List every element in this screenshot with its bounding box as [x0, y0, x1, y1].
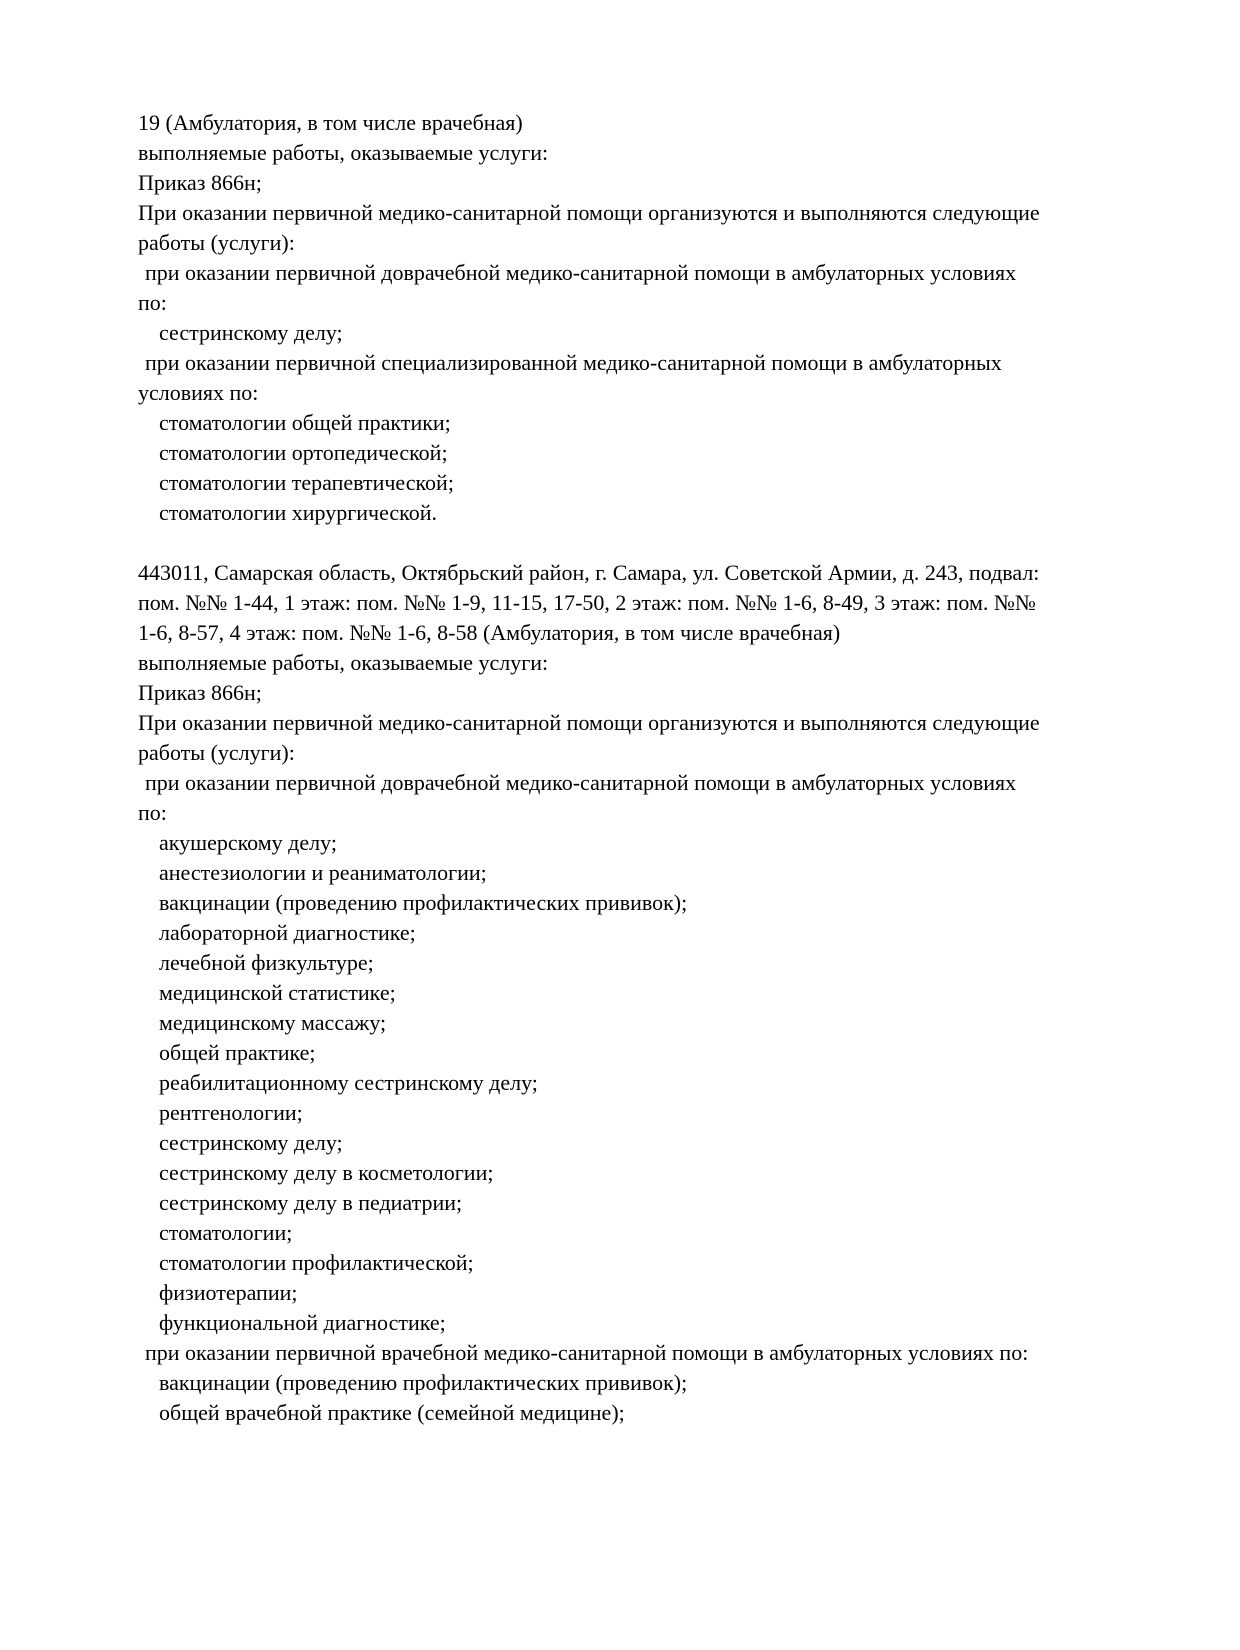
text-line: медицинскому массажу; — [159, 1010, 387, 1035]
text-line: общей врачебной практике (семейной медицине); — [159, 1400, 625, 1425]
text-line: при оказании первичной врачебной медико-санитарной помощи в амбулаторных условиях по: — [145, 1340, 1029, 1365]
text-line: физиотерапии; — [159, 1280, 298, 1305]
text-line: акушерскому делу; — [159, 830, 337, 855]
text-line: работы (услуги): — [138, 230, 295, 255]
text-line: лечебной физкультуре; — [159, 950, 374, 975]
text-line: стоматологии хирургической. — [159, 500, 437, 525]
text-line: лабораторной диагностике; — [159, 920, 416, 945]
text-line: пом. №№ 1-44, 1 этаж: пом. №№ 1-9, 11-15, 17-50, 2 этаж: пом. №№ 1-6, 8-49, 3 этаж: пом. №№ — [138, 590, 1036, 615]
text-line: при оказании первичной специализированной медико-санитарной помощи в амбулаторных — [145, 350, 1002, 375]
text-line: по: — [138, 800, 167, 825]
text-line: условиях по: — [138, 380, 259, 405]
text-line: выполняемые работы, оказываемые услуги: — [138, 650, 549, 675]
text-line: стоматологии терапевтической; — [159, 470, 454, 495]
text-line: сестринскому делу в педиатрии; — [159, 1190, 463, 1215]
text-line: стоматологии; — [159, 1220, 293, 1245]
text-line: стоматологии профилактической; — [159, 1250, 474, 1275]
text-line: по: — [138, 290, 167, 315]
text-line: 19 (Амбулатория, в том числе врачебная) — [138, 110, 523, 135]
text-line: Приказ 866н; — [138, 170, 262, 195]
text-line: сестринскому делу; — [159, 320, 343, 345]
text-line: при оказании первичной доврачебной медико-санитарной помощи в амбулаторных условиях — [145, 770, 1017, 795]
text-line: реабилитационному сестринскому делу; — [159, 1070, 538, 1095]
text-line: При оказании первичной медико-санитарной помощи организуются и выполняются следующие — [138, 200, 1040, 225]
text-line: 1-6, 8-57, 4 этаж: пом. №№ 1-6, 8-58 (Амбулатория, в том числе врачебная) — [138, 620, 841, 645]
text-line: при оказании первичной доврачебной медико-санитарной помощи в амбулаторных условиях — [145, 260, 1017, 285]
text-line: общей практике; — [159, 1040, 316, 1065]
text-line: 443011, Самарская область, Октябрьский район, г. Самара, ул. Советской Армии, д. 243, подвал: — [138, 560, 1040, 585]
text-line: сестринскому делу; — [159, 1130, 343, 1155]
text-line: выполняемые работы, оказываемые услуги: — [138, 140, 549, 165]
text-line: стоматологии общей практики; — [159, 410, 451, 435]
blank-line — [138, 528, 1200, 558]
text-line: рентгенологии; — [159, 1100, 303, 1125]
text-line: работы (услуги): — [138, 740, 295, 765]
text-line: вакцинации (проведению профилактических прививок); — [159, 1370, 688, 1395]
text-line: анестезиологии и реаниматологии; — [159, 860, 487, 885]
text-line: Приказ 866н; — [138, 680, 262, 705]
text-line: стоматологии ортопедической; — [159, 440, 448, 465]
document-text — [138, 108, 1200, 1428]
text-line: вакцинации (проведению профилактических прививок); — [159, 890, 688, 915]
text-line: сестринскому делу в косметологии; — [159, 1160, 494, 1185]
text-line: При оказании первичной медико-санитарной помощи организуются и выполняются следующие — [138, 710, 1040, 735]
text-line: медицинской статистике; — [159, 980, 396, 1005]
text-line: функциональной диагностике; — [159, 1310, 446, 1335]
